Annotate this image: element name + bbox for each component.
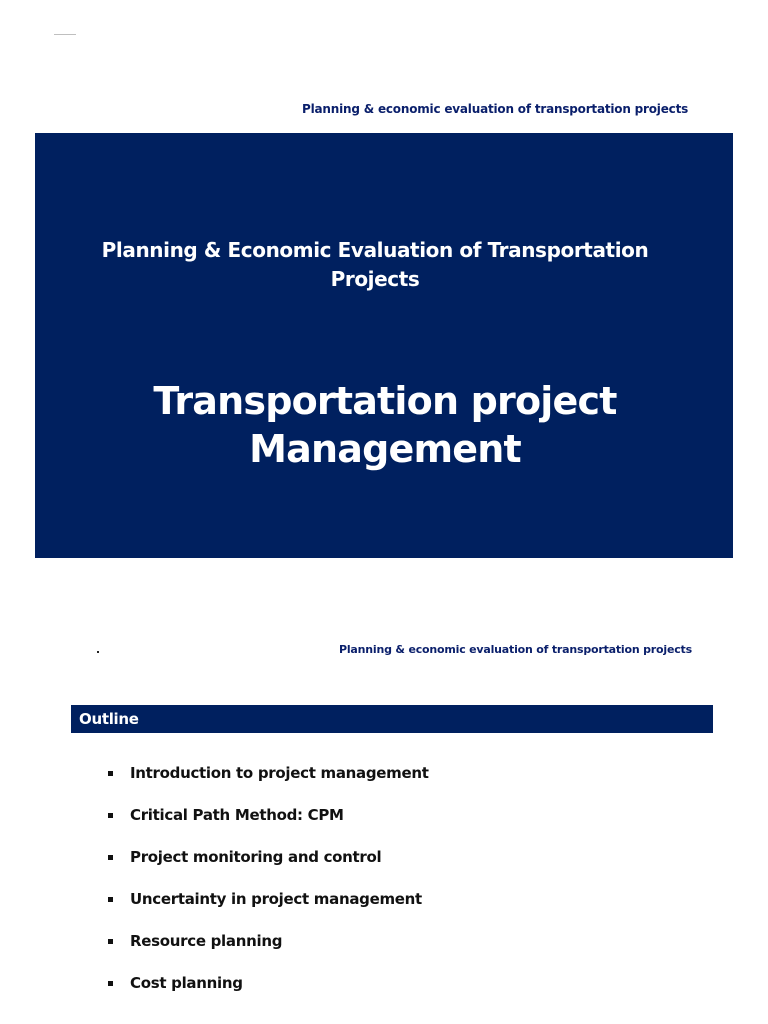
course-subtitle-line1: Planning & Economic Evaluation of Transportation: [101, 238, 649, 262]
outline-section-bar: [71, 705, 713, 733]
square-bullet-icon: [108, 813, 113, 818]
top-left-mark: [54, 34, 76, 35]
outline-bullet-text: Uncertainty in project management: [130, 890, 422, 908]
course-subtitle: [65, 236, 685, 294]
square-bullet-icon: [108, 855, 113, 860]
slide-main-title-line2: Management: [249, 427, 521, 471]
square-bullet-icon: [108, 771, 113, 776]
slide1-header-text: Planning & economic evaluation of transportation projects: [302, 102, 689, 116]
slide-main-title: [95, 377, 675, 473]
outline-bullet-text: Cost planning: [130, 974, 243, 992]
outline-bullet-text: Resource planning: [130, 932, 283, 950]
course-subtitle-line2: Projects: [330, 267, 420, 291]
outline-bullet-text: Introduction to project management: [130, 764, 429, 782]
square-bullet-icon: [108, 981, 113, 986]
outline-bullet-text: Project monitoring and control: [130, 848, 382, 866]
slide-main-title-line1: Transportation project: [153, 379, 617, 423]
title-slide-panel: [35, 133, 733, 558]
outline-bullet-text: Critical Path Method: CPM: [130, 806, 344, 824]
square-bullet-icon: [108, 897, 113, 902]
outline-section-title: Outline: [79, 710, 139, 728]
slide2-header-text: Planning & economic evaluation of transportation projects: [339, 643, 692, 656]
square-bullet-icon: [108, 939, 113, 944]
dot-mark: [97, 651, 99, 653]
